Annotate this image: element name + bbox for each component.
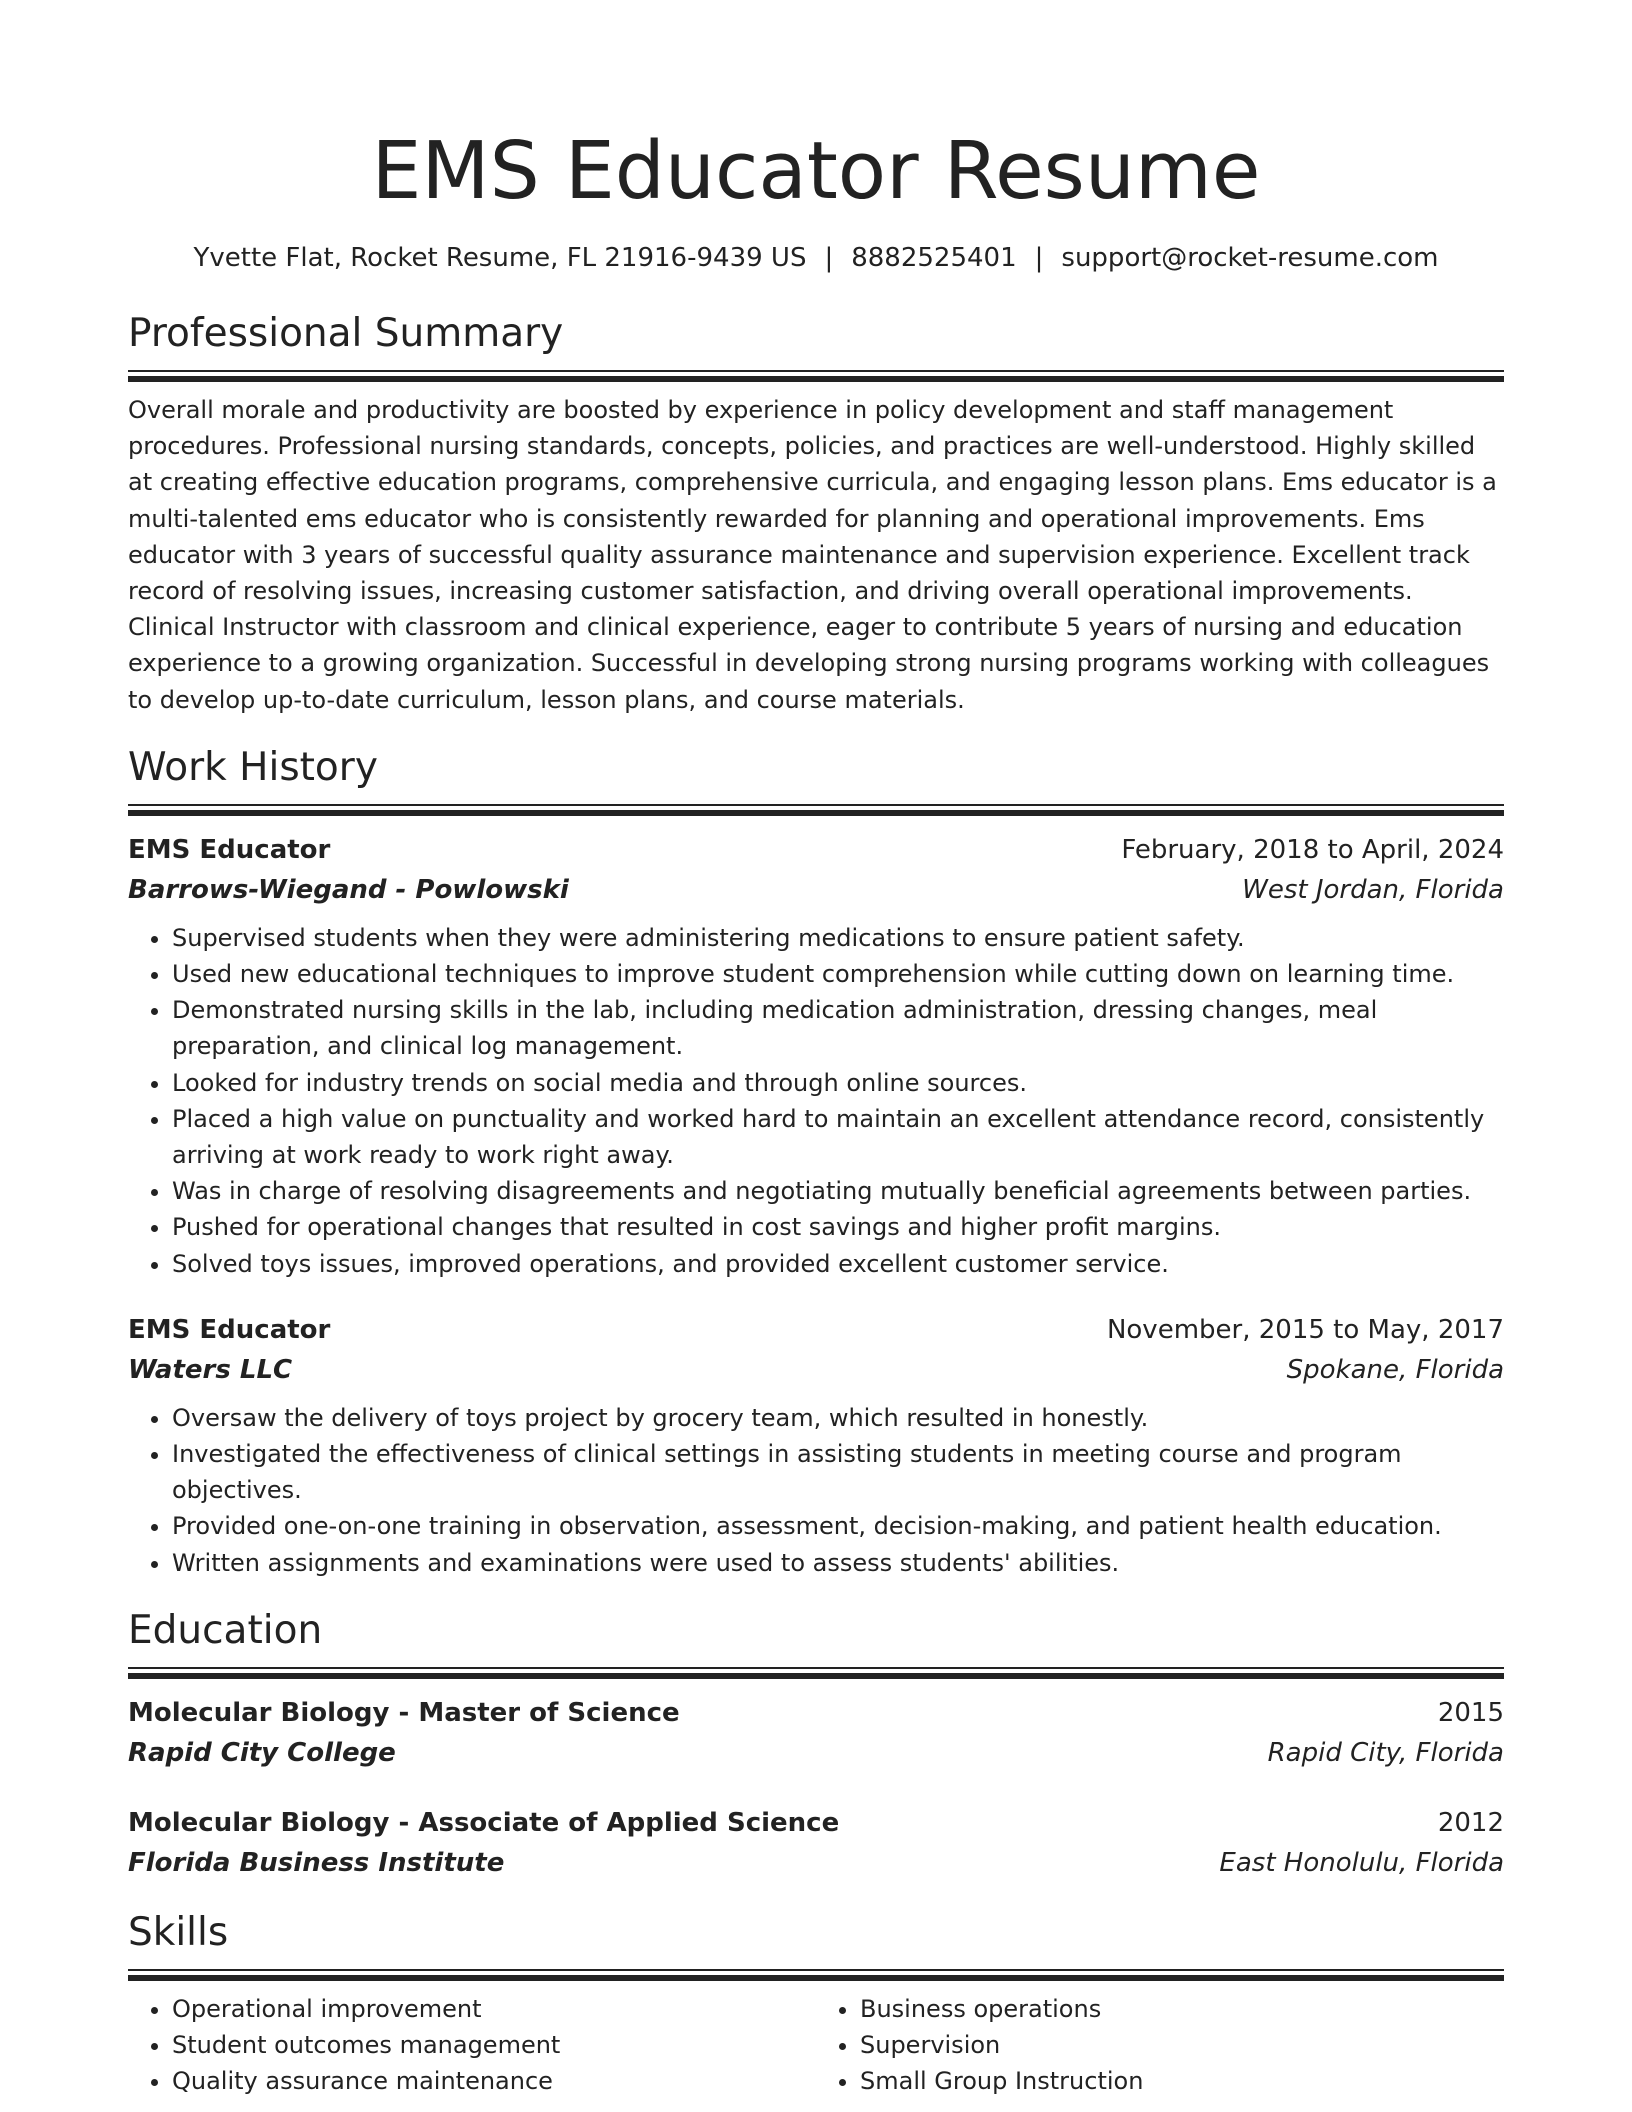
- skills-column-right: [816, 1991, 1504, 2100]
- section-heading-education: Education: [128, 1607, 323, 1653]
- job-bullet: • Placed a high value on punctuality and worked hard to maintain an excellent attendance record, consistently arriving at work ready to work right away.: [172, 1101, 1504, 1173]
- skill-item: • Operational improvement: [172, 1991, 816, 2027]
- contact-email: support@rocket-resume.com: [1061, 243, 1439, 273]
- education-header: [128, 1693, 1504, 1733]
- job-bullet: • Provided one-on-one training in observation, assessment, decision-making, and patient health education.: [172, 1508, 1504, 1544]
- education-degree: Molecular Biology - Master of Science: [128, 1697, 680, 1728]
- education-section: [128, 1605, 1504, 1883]
- job-header: [128, 830, 1504, 870]
- job-dates: February, 2018 to April, 2024: [1121, 834, 1504, 865]
- job-bullet: • Oversaw the delivery of toys project by grocery team, which resulted in honestly.: [172, 1400, 1504, 1436]
- contact-phone: 8882525401: [851, 243, 1017, 273]
- job-entry: [128, 1310, 1504, 1581]
- job-entry: [128, 830, 1504, 1282]
- section-divider: [128, 1969, 1504, 1981]
- job-bullets: [128, 1400, 1504, 1581]
- education-location: Rapid City, Florida: [1267, 1737, 1504, 1768]
- summary-text: Overall morale and productivity are boosted by experience in policy development and staff management procedures. Professional nursing standards, concepts, policies, and practices are well-understood. Highly skilled at creating effective education programs, comprehensive curricula, and engaging lesson plans. Ems educator is a multi-talented ems educator who is consistently rewarded for planning and operational improvements. Ems educator with 3 years of successful quality assurance maintenance and supervision experience. Excellent track record of resolving issues, increasing customer satisfaction, and driving overall operational improvements. Clinical Instructor with classroom and clinical experience, eager to contribute 5 years of nursing and education experience to a growing organization. Successful in developing strong nursing programs working with colleagues to develop up-to-date curriculum, lesson plans, and course materials.: [128, 396, 1497, 714]
- job-subheader: [128, 1350, 1504, 1390]
- section-heading-work: Work History: [128, 744, 378, 790]
- education-school: Rapid City College: [128, 1737, 396, 1768]
- skill-item: • Small Group Instruction: [860, 2063, 1504, 2099]
- work-section: [128, 742, 1504, 1581]
- section-divider: [128, 1667, 1504, 1679]
- section-divider: [128, 804, 1504, 816]
- job-bullet: • Written assignments and examinations were used to assess students' abilities.: [172, 1545, 1504, 1581]
- skill-item: • Quality assurance maintenance: [172, 2063, 816, 2099]
- summary-section: [128, 308, 1504, 718]
- job-bullet: • Pushed for operational changes that resulted in cost savings and higher profit margins.: [172, 1209, 1504, 1245]
- education-subheader: [128, 1843, 1504, 1883]
- section-heading-summary: Professional Summary: [128, 311, 564, 356]
- education-year: 2012: [1437, 1807, 1504, 1838]
- section-divider: [128, 370, 1504, 382]
- job-location: West Jordan, Florida: [1242, 874, 1504, 905]
- section-heading-skills: Skills: [128, 1909, 229, 1955]
- job-header: [128, 1310, 1504, 1350]
- skill-item: • Supervision: [860, 2027, 1504, 2063]
- education-subheader: [128, 1733, 1504, 1773]
- skills-column-left: [128, 1991, 816, 2100]
- page-title: EMS Educator Resume: [371, 125, 1261, 217]
- education-entry: [128, 1693, 1504, 1773]
- job-location: Spokane, Florida: [1286, 1354, 1504, 1385]
- job-company: Waters LLC: [128, 1354, 293, 1385]
- education-entry: [128, 1803, 1504, 1883]
- job-title: EMS Educator: [128, 1314, 331, 1345]
- education-degree: Molecular Biology - Associate of Applied Science: [128, 1807, 840, 1838]
- job-bullet: • Demonstrated nursing skills in the lab, including medication administration, dressing changes, meal preparation, and clinical log management.: [172, 992, 1504, 1064]
- skills-list: [128, 1991, 1504, 2100]
- education-school: Florida Business Institute: [128, 1847, 505, 1878]
- skills-section: [128, 1907, 1504, 2100]
- job-bullet: • Investigated the effectiveness of clinical settings in assisting students in meeting course and program objectives.: [172, 1436, 1504, 1508]
- skill-item: • Student outcomes management: [172, 2027, 816, 2063]
- job-bullet: • Looked for industry trends on social media and through online sources.: [172, 1065, 1504, 1101]
- job-bullet: • Supervised students when they were administering medications to ensure patient safety.: [172, 920, 1504, 956]
- education-header: [128, 1803, 1504, 1843]
- education-location: East Honolulu, Florida: [1219, 1847, 1504, 1878]
- job-bullet: • Used new educational techniques to improve student comprehension while cutting down on learning time.: [172, 956, 1504, 992]
- skill-item: • Business operations: [860, 1991, 1504, 2027]
- contact-separator: |: [1034, 243, 1044, 273]
- job-title: EMS Educator: [128, 834, 331, 865]
- job-bullet: • Was in charge of resolving disagreements and negotiating mutually beneficial agreements between parties.: [172, 1173, 1504, 1209]
- job-bullet: • Solved toys issues, improved operations, and provided excellent customer service.: [172, 1246, 1504, 1282]
- education-year: 2015: [1437, 1697, 1504, 1728]
- contact-line: [128, 240, 1504, 276]
- job-dates: November, 2015 to May, 2017: [1106, 1314, 1504, 1345]
- job-bullets: [128, 920, 1504, 1282]
- job-company: Barrows-Wiegand - Powlowski: [128, 874, 569, 905]
- contact-separator: |: [824, 243, 834, 273]
- job-subheader: [128, 870, 1504, 910]
- contact-address: Yvette Flat, Rocket Resume, FL 21916-9439 US: [193, 243, 807, 273]
